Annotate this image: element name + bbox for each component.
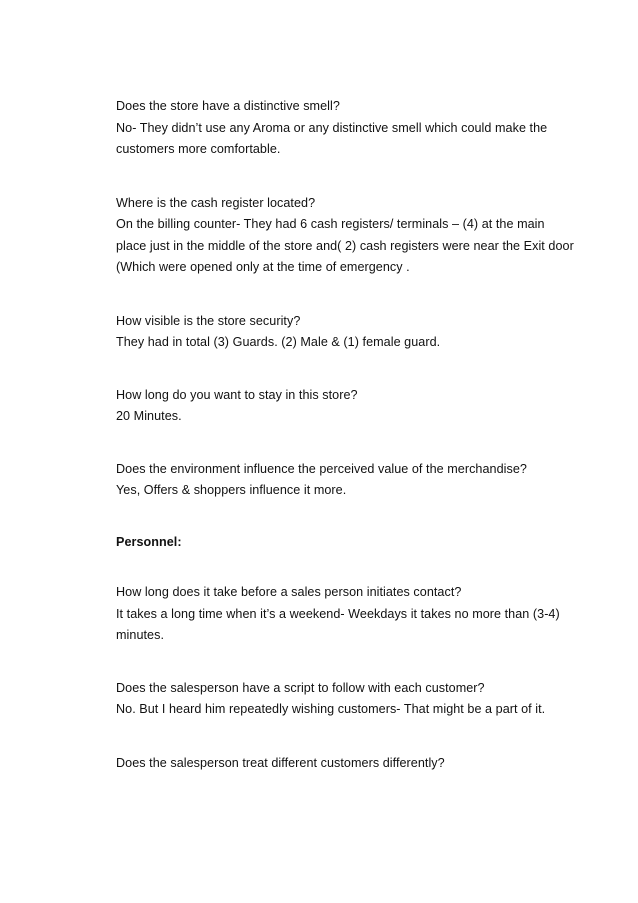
answer-text: It takes a long time when it’s a weekend- Weekdays it takes no more than (3-4) minutes.: [116, 606, 560, 642]
section-heading: Personnel:: [116, 534, 182, 549]
question-text: How long do you want to stay in this store?: [116, 387, 358, 402]
document-body: [116, 96, 576, 804]
qa-section-contact-time: [116, 582, 576, 647]
answer-text: On the billing counter- They had 6 cash registers/ terminals – (4) at the main place just in the middle of the store and( 2) cash registers were near the Exit door (Which were opened only at the time of emergency .: [116, 217, 574, 274]
answer-text: They had in total (3) Guards. (2) Male & (1) female guard.: [116, 335, 441, 349]
qa-section-stay-duration: [116, 385, 576, 428]
qa-section-environment: [116, 459, 576, 502]
question-text: Does the store have a distinctive smell?: [116, 99, 340, 113]
qa-section-security: [116, 311, 576, 354]
answer-text: Yes, Offers & shoppers influence it more.: [116, 483, 347, 497]
section-heading-personnel: [116, 532, 576, 554]
question-text: Does the environment influence the perceived value of the merchandise?: [116, 461, 527, 476]
question-text: Does the salesperson have a script to follow with each customer?: [116, 680, 485, 695]
qa-section-cash-register: [116, 193, 576, 279]
answer-text: No- They didn’t use any Aroma or any distinctive smell which could make the customers more comfortable.: [116, 120, 548, 156]
question-text: How visible is the store security?: [116, 313, 301, 328]
qa-section-treatment: [116, 753, 576, 775]
question-text: Where is the cash register located?: [116, 195, 316, 210]
qa-section-smell: [116, 96, 576, 161]
answer-text: No. But I heard him repeatedly wishing customers- That might be a part of it.: [116, 702, 546, 716]
question-text: How long does it take before a sales person initiates contact?: [116, 585, 462, 599]
question-text: Does the salesperson treat different customers differently?: [116, 755, 445, 770]
qa-section-script: [116, 678, 576, 721]
answer-text: 20 Minutes.: [116, 409, 182, 423]
